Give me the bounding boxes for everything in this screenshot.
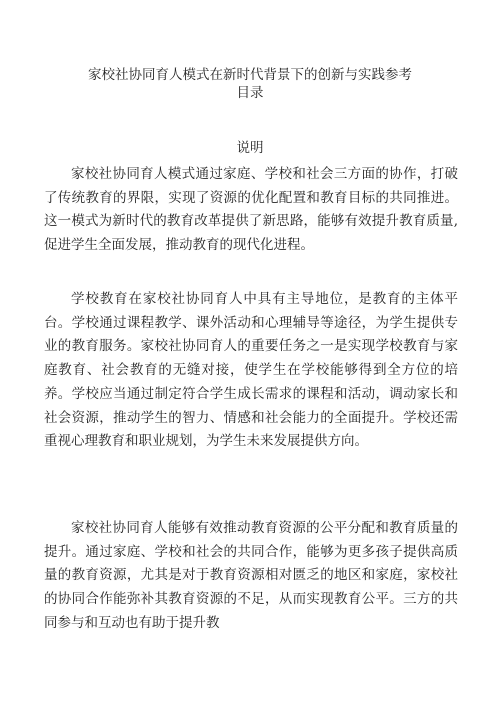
toc-label: 目录	[236, 85, 264, 101]
section-heading: 说明	[236, 140, 264, 156]
paragraph-1: 家校社协同育人模式通过家庭、学校和社会三方面的协作，打破了传统教育的界限，实现了资源的优化配置和教育目标的共同推进。这一模式为新时代的教育改革提供了新思路，能够有效提升教育质量,促进学生全面发展，推动教育的现代化进程。	[44, 166, 458, 254]
paragraph-3: 家校社协同育人能够有效推动教育资源的公平分配和教育质量的提升。通过家庭、学校和社会的共同合作，能够为更多孩子提供高质量的教育资源，尤其是对于教育资源相对匮乏的地区和家庭，家校社的协同合作能弥补其教育资源的不足，从而实现教育公平。三方的共同参与和互动也有助于提升教	[44, 520, 458, 631]
paragraph-2: 学校教育在家校社协同育人中具有主导地位，是教育的主体平台。学校通过课程教学、课外活动和心理辅导等途径，为学生提供专业的教育服务。家校社协同育人的重要任务之一是实现学校教育与家庭教育、社会教育的无缝对接，使学生在学校能够得到全方位的培养。学校应当通过制定符合学生成长需求的课程和活动，调动家长和社会资源，推动学生的智力、情感和社会能力的全面提升。学校还需重视心理教育和职业规划，为学生未来发展提供方向。	[44, 291, 458, 450]
document-title: 家校社协同育人模式在新时代背景下的创新与实践参考	[88, 67, 412, 83]
